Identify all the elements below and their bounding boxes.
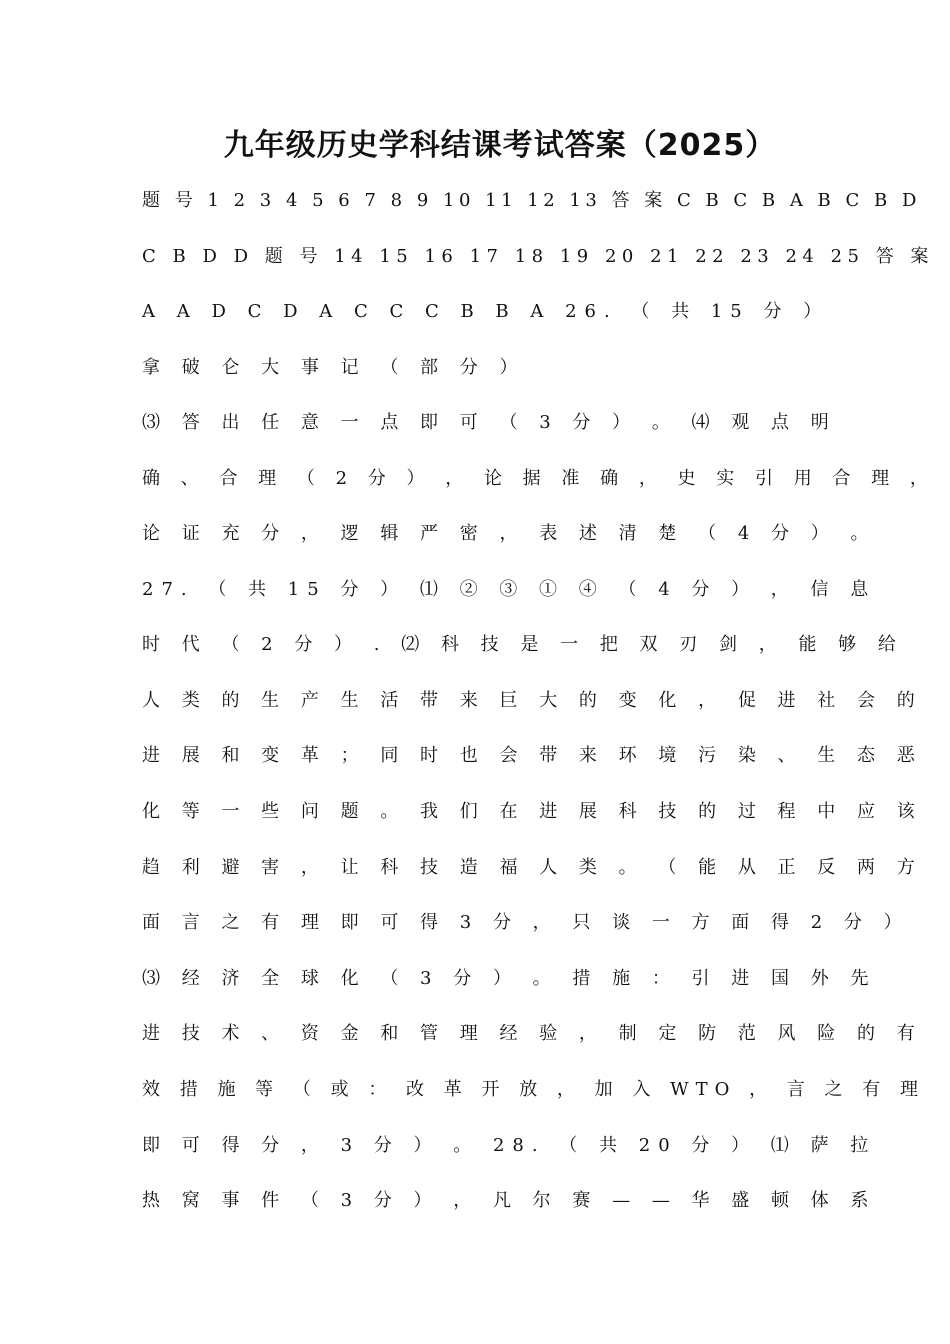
text-line-17: 效 措 施 等 （ 或 ： 改 革 开 放 ， 加 入 WTO ， 言 之 有 理: [142, 1079, 925, 1100]
text-line-7: 论 证 充 分 ， 逻 辑 严 密 ， 表 述 清 楚 （ 4 分 ） 。: [142, 523, 877, 544]
text-line-16: 进 技 术 、 资 金 和 管 理 经 验 ， 制 定 防 范 风 险 的 有: [142, 1023, 923, 1044]
text-line-6: 确 、 合 理 （ 2 分 ） ， 论 据 准 确 ， 史 实 引 用 合 理 ，: [142, 468, 936, 489]
text-line-10: 人 类 的 生 产 生 活 带 来 巨 大 的 变 化 ， 促 进 社 会 的: [142, 690, 923, 711]
text-line-5: ⑶ 答 出 任 意 一 点 即 可 （ 3 分 ） 。 ⑷ 观 点 明: [142, 412, 837, 433]
document-title: 九年级历史学科结课考试答案（2025）: [223, 128, 777, 163]
text-line-14: 面 言 之 有 理 即 可 得 3 分 ， 只 谈 一 方 面 得 2 分 ）: [142, 912, 910, 933]
text-line-11: 进 展 和 变 革 ； 同 时 也 会 带 来 环 境 污 染 、 生 态 恶: [142, 745, 923, 766]
text-line-15: ⑶ 经 济 全 球 化 （ 3 分 ） 。 措 施 ： 引 进 国 外 先: [142, 968, 877, 989]
text-line-1: 题 号 1 2 3 4 5 6 7 8 9 10 11 12 13 答 案 C B C B A B C B D: [142, 190, 921, 211]
text-line-4: 拿 破 仑 大 事 记 （ 部 分 ）: [142, 357, 526, 378]
text-line-12: 化 等 一 些 问 题 。 我 们 在 进 展 科 技 的 过 程 中 应 该: [142, 801, 923, 822]
text-line-2: C B D D 题 号 14 15 16 17 18 19 20 21 22 23 24 25 答 案: [142, 246, 934, 267]
text-line-13: 趋 利 避 害 ， 让 科 技 造 福 人 类 。 （ 能 从 正 反 两 方: [142, 857, 923, 878]
text-line-19: 热 窝 事 件 （ 3 分 ） ， 凡 尔 赛 — — 华 盛 顿 体 系: [142, 1190, 877, 1211]
text-line-9: 时 代 （ 2 分 ） . ⑵ 科 技 是 一 把 双 刃 剑 ， 能 够 给: [142, 634, 904, 655]
text-line-8: 27. （ 共 15 分 ） ⑴ ② ③ ① ④ （ 4 分 ） ， 信 息: [142, 579, 877, 600]
text-line-3: A A D C D A C C C B B A 26. （ 共 15 分 ）: [142, 301, 830, 322]
text-line-18: 即 可 得 分 ， 3 分 ） 。 28. （ 共 20 分 ） ⑴ 萨 拉: [142, 1135, 877, 1156]
